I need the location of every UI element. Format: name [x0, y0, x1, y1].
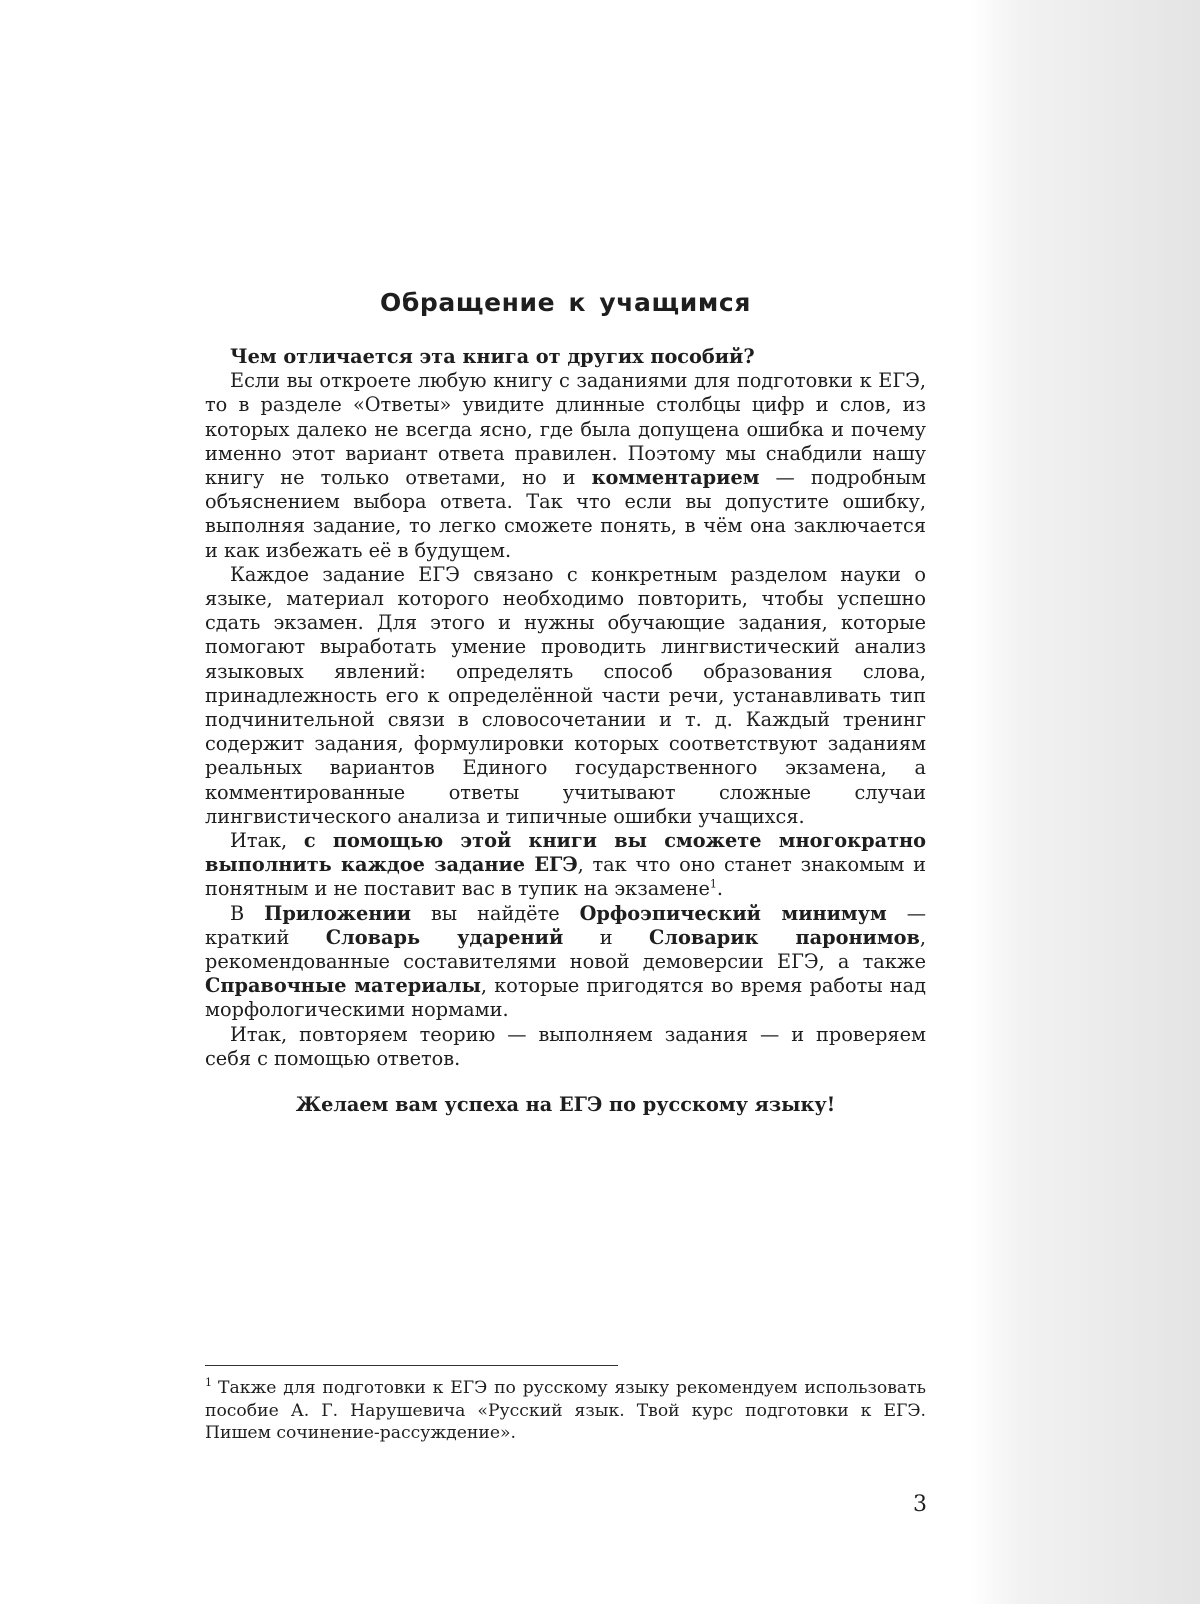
p3-bold-phrase: с помощью этой книги вы сможете многократно выполнить каждое задание ЕГЭ	[205, 829, 926, 877]
p4-text-g: и	[563, 925, 650, 949]
p4-text-i: , рекомендованные составителями новой демоверсии ЕГЭ, а также	[205, 925, 927, 974]
paragraph-5: Итак, повторяем теорию — выполняем задания — и проверяем себя с помощью ответов.	[205, 1022, 926, 1070]
p3-text-d: .	[716, 877, 724, 901]
p4-text-e: — краткий	[205, 901, 926, 949]
footnote-ref: 1	[709, 878, 717, 892]
p1-text-c: — подробным объяснением выбора ответа. Так что если вы допустите ошибку, выполняя задание, то легко сможете понять, в чём она заключается и как избежать её в будущем.	[205, 466, 926, 562]
footnote-text: Также для подготовки к ЕГЭ по русскому языку рекомендуем использовать пособие А. Г. Нарушевича «Русский язык. Твой курс подготовки к ЕГЭ. Пишем сочинение-рассуждение».	[205, 1378, 926, 1444]
footnote-mark: 1	[205, 1376, 212, 1390]
p4-bold-reference: Справочные материалы	[205, 974, 481, 998]
p4-bold-paronyms: Словарик паронимов	[649, 925, 920, 949]
p4-bold-orthoepic: Орфоэпический минимум	[579, 901, 887, 925]
footnote-divider	[205, 1365, 618, 1366]
page-title: Обращение к учащимся	[380, 288, 751, 317]
p4-bold-stress-dictionary: Словарь ударений	[325, 925, 564, 949]
p3-text-c: , так что оно станет знакомым и понятным и не поставит вас в тупик на экзамене	[205, 853, 926, 901]
paragraph-1	[205, 369, 926, 563]
intro-question: Чем отличается эта книга от других пособий?	[230, 345, 755, 368]
p1-text-a: Если вы откроете любую книгу с заданиями для подготовки к ЕГЭ, то в разделе «Ответы» увидите длинные столбцы цифр и слов, из которых далеко не всегда ясно, где была допущена ошибка и почему именно этот вариант ответа правилен. Поэтому мы снабдили нашу книгу не только ответами, но и	[205, 369, 926, 490]
p1-bold-comment: комментарием	[591, 466, 760, 490]
closing-wish: Желаем вам успеха на ЕГЭ по русскому языку!	[295, 1093, 836, 1117]
page-content	[205, 288, 926, 1117]
p4-bold-appendix: Приложении	[264, 901, 412, 925]
p3-text-a: Итак,	[230, 829, 304, 853]
paragraph-3	[205, 829, 926, 902]
paragraph-2: Каждое задание ЕГЭ связано с конкретным разделом науки о языке, материал которого необходимо повторить, чтобы успешно сдать экзамен. Для этого и нужны обучающие задания, которые помогают выработать умение проводить лингвистический анализ языковых явлений: определять способ образования слова, принадлежность его к определённой части речи, устанавливать тип подчинительной связи в словосочетании и т. д. Каждый тренинг содержит задания, формулировки которых соответствуют заданиям реальных вариантов Единого государственного экзамена, а комментированные ответы учитывают сложные случаи лингвистического анализа и типичные ошибки учащихся.	[205, 562, 926, 828]
p4-text-a: В	[230, 901, 265, 925]
p4-text-k: , которые пригодятся во время работы над морфологическими нормами.	[205, 974, 926, 1022]
paragraph-4	[205, 902, 926, 1023]
p4-text-c: вы найдёте	[411, 901, 580, 925]
footnote	[205, 1377, 926, 1445]
page-number: 3	[913, 1492, 927, 1517]
body-text	[205, 345, 926, 1117]
